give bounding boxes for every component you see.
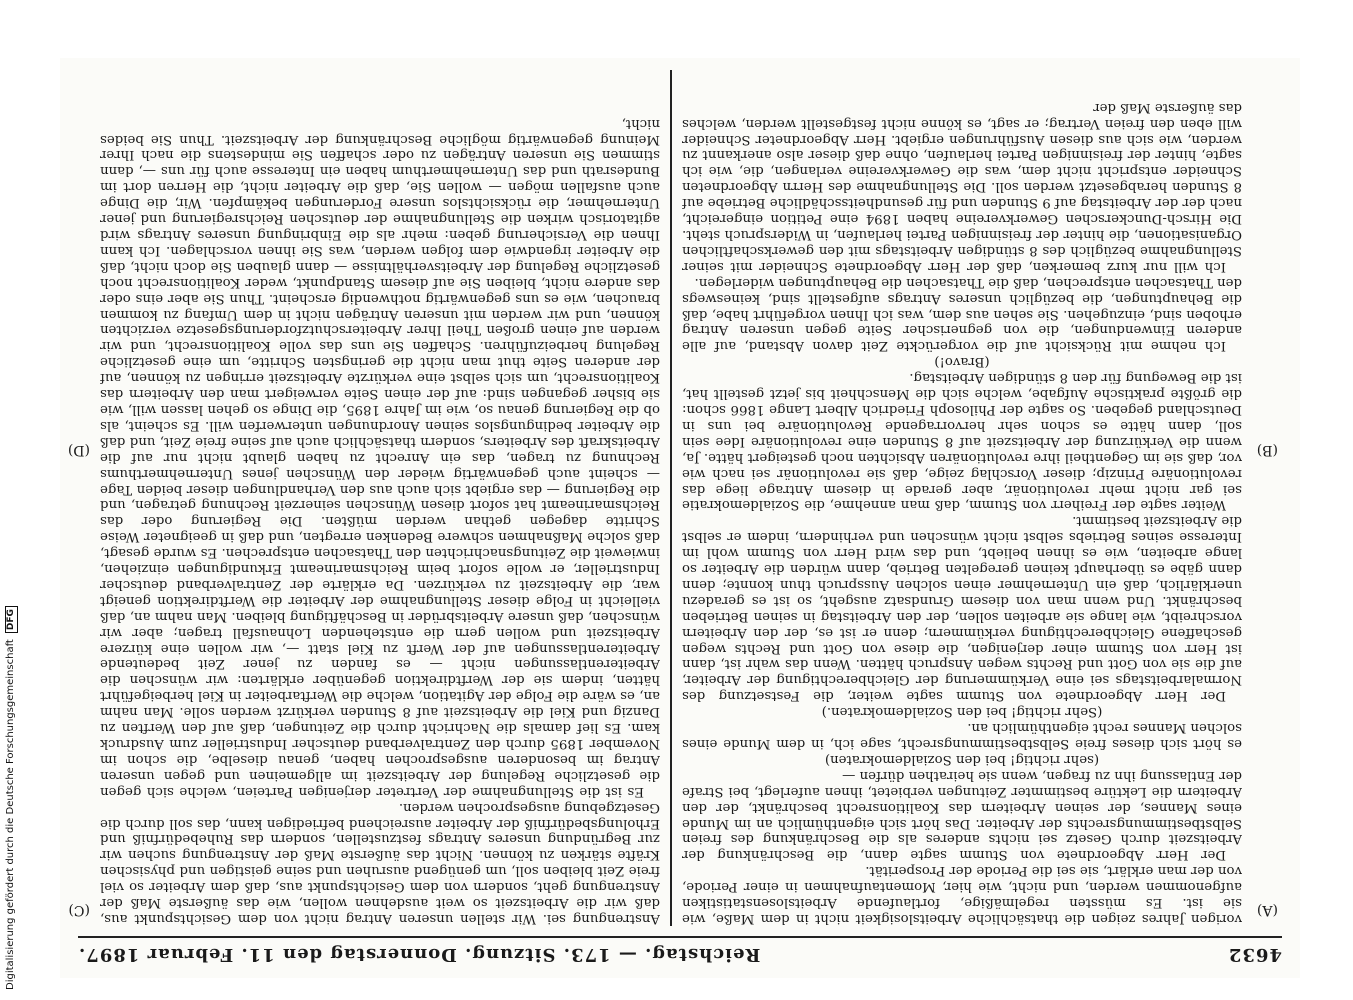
- newspaper-page: [60, 58, 1300, 978]
- paragraph: Der Herr Abgeordnete von Stumm sagte weiter, die Festsetzung des Normalarbeitstags sei eine Verkümmerung der Gleichberechtigung der Arbeiter, auf die sie von Gott und Rechts wegen Anspruch hätten. Wenn das wahr ist, dann ist Herr von Stumm einer derjenigen, die diese von Gott und Rechts wegen geschaffene Gleichberechtigung verkümmern; denn er ist es, der den Arbeitern vorschreibt, wie lange sie arbeiten sollen, der den Arbeitstag in seinen Betrieben beschränkt. Und wenn man von diesem Grundsatz ausgeht, so ist es geradezu unerklärlich, daß ein Unternehmer einen solchen Ausspruch thun konnte; denn dann gäbe es überhaupt keinen geregelten Betrieb, dann würden die Arbeiter so lange arbeiten, wie es ihnen beliebt, und das wird Herr von Stumm wohl im Interesse seines Betriebs selbst nicht wünschen und verhindern, indem er selbst die Arbeitszeit bestimmt.: [682, 513, 1242, 704]
- right-column: [100, 70, 660, 926]
- page-header: [78, 940, 1282, 970]
- margin-marker-a: (A): [1256, 902, 1278, 918]
- paragraph: es hört sich dieses freie Selbstbestimmungsrecht, sage ich, in dem Munde eines solchen Mannes recht eigenthümlich an.: [682, 720, 1242, 752]
- page-number: 4632: [1227, 944, 1282, 966]
- header-rule: [78, 936, 1282, 938]
- page-title: Reichstag. — 173. Sitzung. Donnerstag den 11. Februar 1897.: [78, 944, 761, 966]
- margin-marker-d: (D): [67, 442, 90, 458]
- margin-marker-c: (C): [68, 902, 90, 918]
- paragraph: vorigen Jahres zeigen die thatsächliche Arbeitslosigkeit nicht in dem Maße, wie sie ist. Es müssten regelmäßige, fortlaufende Arbeitslosenstatistiken aufgenommen werden, und nicht, wie hier, Momentaufnahmen in einer Periode, von der man erklärt, sie sei die Periode der Prosperität.: [682, 863, 1242, 926]
- paragraph: Der Herr Abgeordnete von Stumm sagte dann, die Beschränkung der Arbeitszeit durch Gesetz sei nichts anderes als die Beschränkung des freien Selbstbestimmungsrechts der Arbeiter. Das hört sich eigenthümlich an im Munde eines Mannes, der seinen Arbeitern das Koalitionsrecht beschränkt, der den Arbeitern die Lektüre bestimmter Zeitungen verbietet, ihnen auferlegt, bei Strafe der Entlassung ihn zu fragen, wenn sie heirathen dürfen —: [682, 767, 1242, 863]
- paragraph: Ich nehme mit Rücksicht auf die vorgerückte Zeit davon Abstand, auf alle anderen Einwendungen, die von gegnerischer Seite gegen unseren Antrag erhoben sind, einzugehen. Sie sehen aus dem, was ich Ihnen vorgeführt habe, daß die Behauptungen, die bezüglich unseres Antrags aufgestellt sind, keineswegs den Thatsachen entsprechen, daß die Thatsachen die Behauptungen widerlegen.: [682, 274, 1242, 354]
- column-divider: [670, 70, 672, 926]
- interjection: (Sehr richtig! bei den Sozialdemokraten.): [821, 704, 1103, 720]
- margin-marker-b: (B): [1256, 442, 1278, 458]
- left-column: [682, 70, 1242, 926]
- paragraph: Es ist die Stellungnahme der Vertreter derjenigen Parteien, welche sich gegen die gesetzliche Regelung der Arbeitszeit im allgemeinen und gegen unseren Antrag im besonderen ausgesprochen haben, genau dieselbe, die schon im November 1895 durch den Zentralverband deutscher Industrieller zum Ausdruck kam. Es lief damals die Nachricht durch die Zeitungen, daß auf den Werften zu Danzig und Kiel die Arbeitszeit auf 8 Stunden verkürzt werden solle. Man nahm an, es wäre die Folge der Agitation, welche die Werftarbeiter in Kiel herbeigeführt hätten, indem sie der Werftdirektion gegenüber erklärten: wir wünschen die Arbeiterentlassungen nicht — es fanden zu jener Zeit bedeutende Arbeiterentlassungen auf der Werft zu Kiel statt —, wir wollen eine kürzere Arbeitszeit und wollen gern die entstehenden Lohnausfall tragen; aber wir wünschen, daß unsere Arbeitsbrüder in Beschäftigung bleiben. Man nahm an, daß vielleicht in Folge dieser Stellungnahme der Arbeiter die Werftdirektion geneigt war, die Arbeitszeit zu verkürzen. Da erklärte der Zentralverband deutscher Industrieller, er wolle sofort beim Reichsmarineamt Erkundigungen einziehen, inwieweit die Zeitungsnachrichten den Thatsachen entsprechen. Es wurde gesagt, daß solche Maßnahmen schwere Bedenken erregten, und daß in geeigneter Weise Schritte dagegen gethan werden müßten. Die Regierung oder das Reichsmarineamt hat sofort diesen Wünschen seinerzeit Rechnung getragen, und die Regierung — das ergiebt sich auch aus den Verhandlungen dieser beiden Tage — scheint auch gegenwärtig wieder den Wünschen jenes Unternehmerthums Rechnung zu tragen, das ein Anrecht zu haben glaubt nicht nur auf die Arbeitskraft des Arbeiters, sondern thatsächlich auch auf seine freie Zeit, und daß die Arbeiter bedingungslos seinen Anordnungen unterwerfen will. Es scheint, als ob die Regierung genau so, wie im Jahre 1895, die Dinge so gehen lassen will, wie sie bisher gegangen sind: auf der einen Seite verweigert man den Arbeitern das Koalitionsrecht, um sich selbst eine verkürzte Arbeitszeit erringen zu können, auf der anderen Seite thut man nicht die geringsten Schritte, um eine gesetzliche Regelung herbeizuführen. Schaffen Sie uns das volle Koalitionsrecht, und wir werden auf einen großen Theil Ihrer Arbeiterschutzforderungsgesetze verzichten können, und wir werden mit unseren Anträgen nicht in dem Umfang zu kommen brauchen, wie es uns gegenwärtig nothwendig erscheint. Thun Sie aber eins oder das andere nicht, bleiben Sie auf diesem Standpunkt, weder Koalitionsrecht noch gesetzliche Regelung der Arbeitsverhältnisse — dann glauben Sie doch nicht, daß die Arbeiter irgendwie dem folgen werden, was Sie ihnen vorschlagen. Ich kann Ihnen die Versicherung geben: mehr als die Einbringung unseres Antrags wird agitatorisch wirken die Stellungnahme der deutschen Reichsregierung und jener Unternehmer, die rücksichtslos unsere Forderungen bekämpfen. Wir, die Dinge auch ausfallen mögen — wollen Sie, daß die Arbeiter nicht, die Herren dort im Bundesrath und das Unternehmerthum haben ein Interesse auch für uns —, dann stimmen Sie unseren Anträgen zu oder schaffen Sie mindestens die nach Ihrer Meinung gegenwärtig mögliche Beschränkung der Arbeitszeit. Thun Sie beides nicht,: [100, 115, 660, 799]
- dfg-logo: DFG: [5, 606, 18, 633]
- interjection: (Bravo!): [934, 354, 990, 370]
- paragraph: Anstrengung sei. Wir stellen unseren Antrag nicht von dem Gesichtspunkt aus, daß wir die Arbeitszeit so weit ausdehnen wollen, wie das äußerste Maß der Anstrengung geht, sondern von dem Gesichtspunkt aus, daß dem Arbeiter so viel freie Zeit bleiben soll, um genügend ausruhen und seine geistigen und physischen Kräfte stärken zu können. Nicht das äußerste Maß der Anstrengung suchen wir zur Begründung unseres Antrags festzustellen, sondern das Ruhebedürfniß und Erholungsbedürfniß der Arbeiter ausreichend befriedigen kann, das soll durch die Gesetzgebung ausgesprochen werden.: [100, 799, 660, 926]
- credit-text: Digitalisierung gefördert durch die Deutsche Forschungsgemeinschaft: [5, 639, 16, 990]
- digitization-credit: [4, 90, 18, 990]
- paragraph: Ich will nur kurz bemerken, daß der Herr Abgeordnete Schneider mit seiner Stellungnahme bezüglich des 8 stündigen Arbeitstags mit den gewerkschaftlichen Organisationen, die hinter der freisinnigen Partei herlaufen, in Widerspruch steht. Die Hirsch-Dunckerschen Gewerkvereine haben 1894 eine Petition eingereicht, nach der der Arbeitstag auf 9 Stunden und für gesundheitsschädliche Betriebe auf 8 Stunden herabgesetzt werden soll. Die Stellungnahme des Herrn Abgeordneten Schneider entspricht nicht dem, was die Gewerkvereine verlangen, die, wie ich sagte, hinter der freisinnigen Partei herlaufen, ohne daß dieser also anerkannt zu werden, wie sich aus diesen Ausführungen ergiebt. Herr Abgeordneter Schneider will eben den freien Vertrag; er sagt, es könne nicht festgestellt werden, welches das äußerste Maß der: [682, 99, 1242, 274]
- interjection: (sehr richtig! bei den Sozialdemokraten): [824, 751, 1100, 767]
- paragraph: Weiter sagte der Freiherr von Stumm, daß man annehme, die Sozialdemokratie sei gar nicht mehr revolutionär, aber gerade in diesem Antrage liege das revolutionäre Prinzip; dieser Vorschlag zeige, daß sie revolutionär sei nach wie vor, daß sie im Gegentheil ihre revolutionären Absichten noch gesteigert hätte. Ja, wenn die Verkürzung der Arbeitszeit auf 8 Stunden eine revolutionäre Idee sein soll, dann hätte es schon sehr hervorragende Revolutionäre bei uns in Deutschland gegeben. So sagte der Philosoph Friedrich Albert Lange 1866 schon: die größte praktische Aufgabe, welche sich die Menschheit bis jetzt gestellt hat, ist die Bewegung für den 8 stündigen Arbeitstag.: [682, 370, 1242, 513]
